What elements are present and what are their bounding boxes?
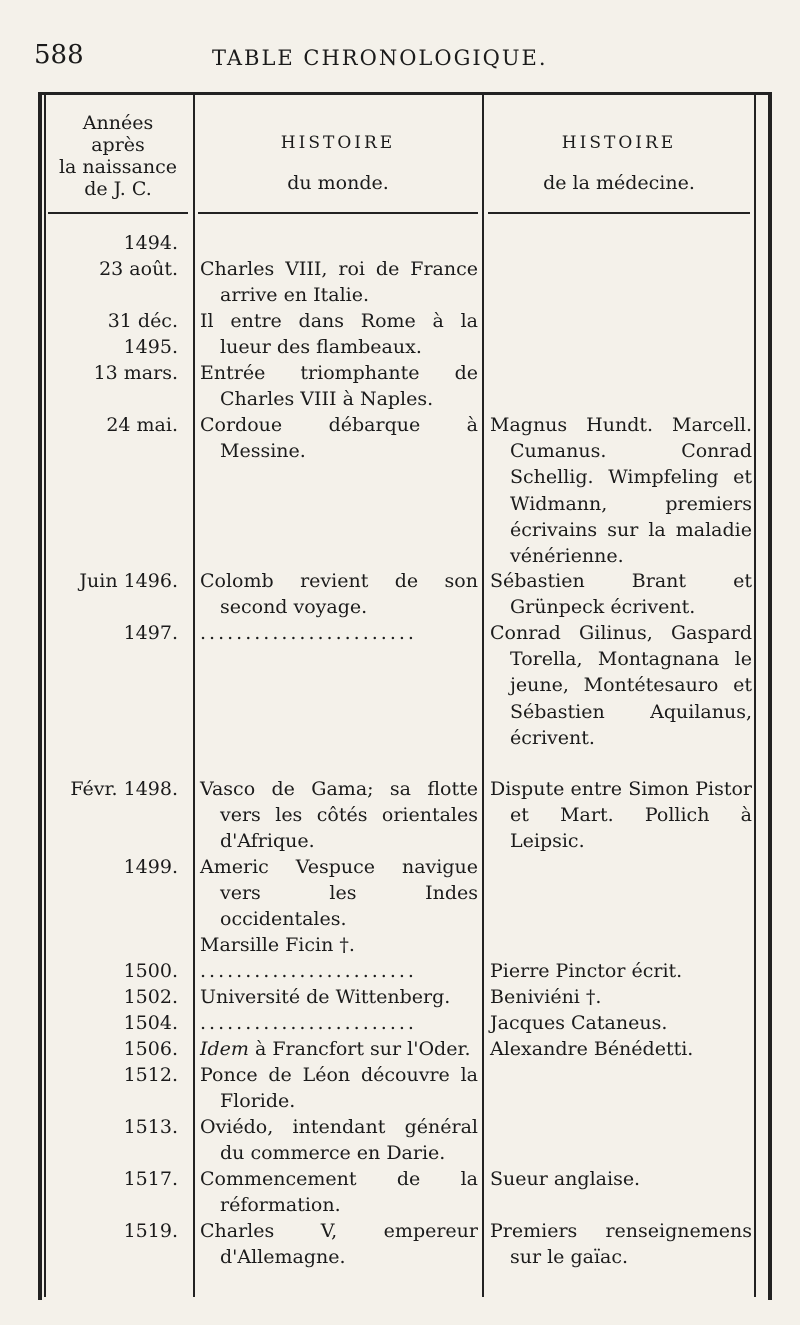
world-entry: Americ Vespuce navigue vers les Indes occidentales. [200,856,478,931]
medicine-entry: Conrad Gilinus, Gaspard Torella, Montagnana le jeune, Montétesauro et Sébastien Aquilanus, écrivent. [490,622,752,749]
header-rule-years [48,212,188,214]
page-number: 588 [34,40,84,70]
medicine-entry: Dispute entre Simon Pistor et Mart. Pollich à Leipsic. [490,778,752,853]
medicine-entry: Pierre Pinctor écrit. [490,960,683,982]
medicine-entry: Sueur anglaise. [490,1168,641,1190]
world-entry: Charles V, empereur d'Allemagne. [200,1220,478,1269]
frame-rule-right [754,92,756,1297]
medicine-entry: Beniviéni †. [490,986,602,1008]
column-rule-2 [482,95,484,1297]
years-header-line: de J. C. [84,178,152,200]
francfort-text: à Francfort sur l'Oder. [254,1038,471,1060]
year-cell: Févr. 1498. [70,778,178,800]
world-entry: Charles VIII, roi de France arrive en Italie. [200,258,478,307]
year-cell: Juin 1496. [79,570,178,592]
year-cell: 1494. [123,232,178,254]
year-cell: 23 août. [99,258,178,280]
medicine-entry: Alexandre Bénédetti. [490,1038,694,1060]
world-header-title: HISTOIRE [280,133,396,153]
world-entry: Entrée triomphante de Charles VIII à Naples. [200,362,478,411]
column-rule-1 [193,95,195,1297]
year-cell: 1504. [123,1012,178,1034]
medicine-column-header [488,132,750,194]
medicine-header-subtitle: de la médecine. [543,172,695,194]
year-cell: 1502. [123,986,178,1008]
year-cell: 31 déc. [107,310,178,332]
world-column-header [198,132,478,194]
year-cell: 1495. [123,336,178,358]
world-entry: Ponce de Léon découvre la Floride. [200,1064,478,1113]
years-header-line: après [91,134,145,156]
world-entry-dots: ........................ [200,960,417,982]
header-rule-world [198,212,478,214]
medicine-entry: Jacques Cataneus. [490,1012,668,1034]
medicine-entry: Magnus Hundt. Marcell. Cumanus. Conrad Schellig. Wimpfeling et Widmann, premiers écrivains sur la maladie vénérienne. [490,414,752,568]
world-entry: Cordoue débarque à Messine. [200,414,478,463]
year-cell: 1512. [123,1064,178,1086]
world-entry: Commencement de la réformation. [200,1168,478,1217]
year-cell: 24 mai. [106,414,178,436]
medicine-entry: Premiers renseignemens sur le gaïac. [490,1220,752,1269]
world-entry: Oviédo, intendant général du commerce en Darie. [200,1116,478,1165]
running-title: TABLE CHRONOLOGIQUE. [212,46,548,70]
years-header-line: Années [82,112,154,134]
medicine-header-title: HISTOIRE [561,133,677,153]
years-column-header [48,112,188,200]
year-cell: 1500. [123,960,178,982]
medicine-entry: Sébastien Brant et Grünpeck écrivent. [490,570,752,619]
world-entry: Vasco de Gama; sa flotte vers les côtés orientales d'Afrique. [200,778,478,853]
world-entry-dots: ........................ [200,622,417,644]
world-entry [200,1036,478,1062]
header-rule-medicine [488,212,750,214]
world-entry: Il entre dans Rome à la lueur des flambeaux. [200,310,478,359]
year-cell: 1513. [123,1116,178,1138]
world-header-subtitle: du monde. [287,172,389,194]
years-header-line: la naissance [58,156,178,178]
idem-italic: Idem [200,1038,249,1060]
world-entry: Marsille Ficin †. [200,934,355,956]
year-cell: 1506. [123,1038,178,1060]
year-cell: 1499. [123,856,178,878]
year-cell: 1519. [123,1220,178,1242]
world-entry-dots: ........................ [200,1012,417,1034]
frame-rule-left [44,92,46,1297]
year-cell: 13 mars. [93,362,178,384]
world-entry: Colomb revient de son second voyage. [200,570,478,619]
world-entry: Université de Wittenberg. [200,986,451,1008]
year-cell: 1497. [123,622,178,644]
year-cell: 1517. [123,1168,178,1190]
